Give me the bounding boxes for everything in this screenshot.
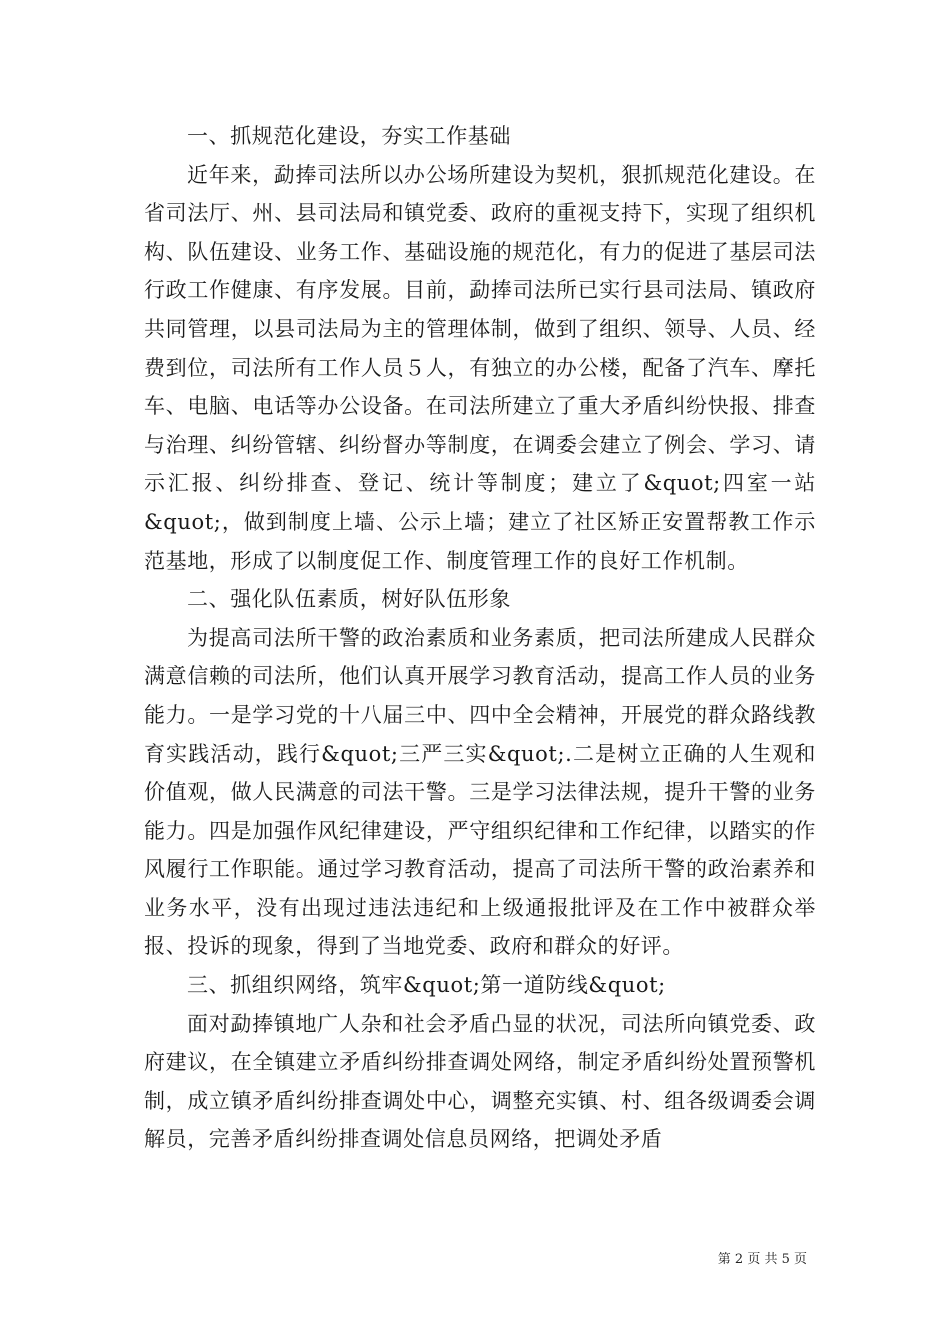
- section-2-heading: 二、强化队伍素质，树好队伍形象: [187, 587, 511, 612]
- section-3-paragraph: 面对勐捧镇地广人杂和社会矛盾凸显的状况，司法所向镇党委、政府建议，在全镇建立矛盾纠纷排查调处网络，制定矛盾纠纷处置预警机制，成立镇矛盾纠纷排查调处中心，调整充实镇、村、组各级调委会调解员，完善矛盾纠纷排查调处信息员网络，把调处矛盾: [144, 1011, 816, 1152]
- section-1-heading: 一、抓规范化建设，夯实工作基础: [187, 124, 511, 148]
- section-2-paragraph: 为提高司法所干警的政治素质和业务素质，把司法所建成人民群众满意信赖的司法所，他们认真开展学习教育活动，提高工作人员的业务能力。一是学习党的十八届三中、四中全会精神，开展党的群众路线教育实践活动，践行&quot;三严三实&quot;.二是树立正确的人生观和价值观，做人民满意的司法干警。三是学习法律法规，提升干警的业务能力。四是加强作风纪律建设，严守组织纪律和工作纪律，以踏实的作风履行工作职能。通过学习教育活动，提高了司法所干警的政治素养和业务水平，没有出现过违法违纪和上级通报批评及在工作中被群众举报、投诉的现象，得到了当地党委、政府和群众的好评。: [144, 625, 816, 959]
- section-1-paragraph: 近年来，勐捧司法所以办公场所建设为契机，狠抓规范化建设。在省司法厅、州、县司法局和镇党委、政府的重视支持下，实现了组织机构、队伍建设、业务工作、基础设施的规范化，有力的促进了基层司法行政工作健康、有序发展。目前，勐捧司法所已实行县司法局、镇政府共同管理，以县司法局为主的管理体制，做到了组织、领导、人员、经费到位，司法所有工作人员５人，有独立的办公楼，配备了汽车、摩托车、电脑、电话等办公设备。在司法所建立了重大矛盾纠纷快报、排查与治理、纠纷管辖、纠纷督办等制度，在调委会建立了例会、学习、请示汇报、纠纷排查、登记、统计等制度；建立了&quot;四室一站&quot;，做到制度上墙、公示上墙；建立了社区矫正安置帮教工作示范基地，形成了以制度促工作、制度管理工作的良好工作机制。: [144, 162, 816, 573]
- page-number-footer: 第 2 页 共 5 页: [717, 1252, 807, 1267]
- section-3-heading: 三、抓组织网络，筑牢&quot;第一道防线&quot;: [187, 973, 666, 998]
- document-body: [144, 117, 816, 1159]
